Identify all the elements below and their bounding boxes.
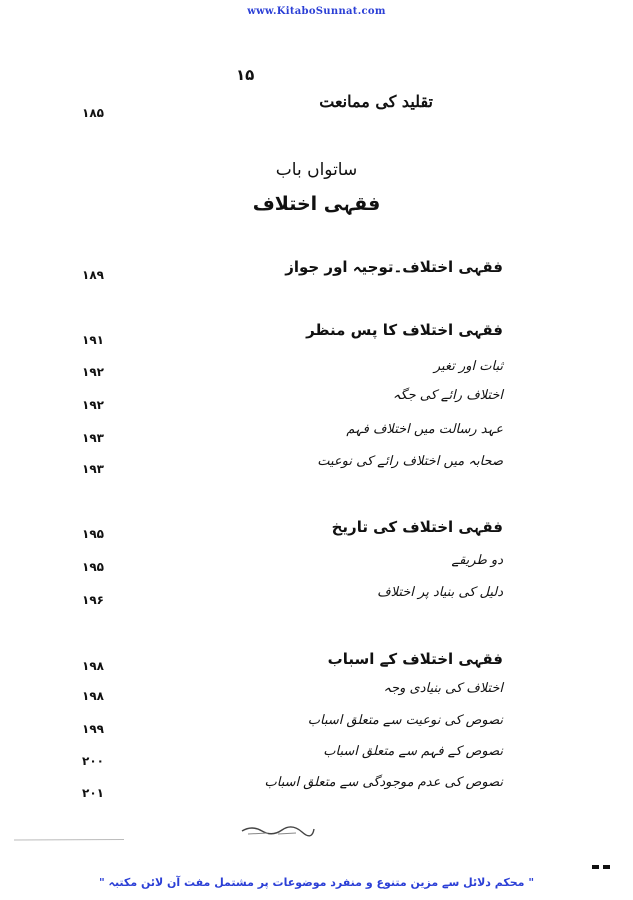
toc-entry-page: ۱۹۸ [82,659,104,673]
toc-entry-page: ۱۹۳ [82,462,104,476]
toc-entry-text: نصوص کی نوعیت سے متعلق اسباب [307,713,503,728]
toc-entry-text: دو طریقے [451,553,503,568]
toc-entry-page: ۱۸۹ [82,268,104,282]
toc-entry-text: فقہی اختلاف کے اسباب [327,650,503,668]
footer-tagline: " محکم دلائل سے مزین متنوع و منفرد موضوعات پر مشتمل مفت آن لائن مکتبہ " [98,876,535,889]
chapter-label: ساتواں باب [275,160,358,180]
toc-entry-page: ۱۹۵ [82,560,104,574]
scan-line [14,838,124,842]
site-url[interactable]: www.KitaboSunnat.com [247,6,386,17]
toc-entry-intro: تقلید کی ممانعت [319,92,433,111]
toc-entry-page: ۱۹۹ [82,722,104,736]
toc-entry-page: ۱۹۲ [82,398,104,412]
toc-entry-page: ۱۹۳ [82,431,104,445]
toc-entry-page: ۱۹۶ [82,593,104,607]
toc-entry-text: فقہی اختلاف کا پس منظر [306,321,503,339]
page-number: ۱۵ [236,66,255,84]
toc-entry-text: اختلاف رائے کی جگہ [392,388,503,403]
toc-entry-text: فقہی اختلاف کی تاریخ [331,518,503,536]
toc-entry-text: نصوص کی عدم موجودگی سے متعلق اسباب [264,775,503,790]
toc-entry-text: صحابہ میں اختلاف رائے کی نوعیت [317,454,503,469]
toc-entry-page: ۲۰۱ [82,786,104,800]
toc-entry-text: اختلاف کی بنیادی وجہ [383,681,503,696]
toc-entry-text: عہد رسالت میں اختلاف فہم [346,422,503,437]
corner-dots [590,862,614,872]
toc-entry-text: نصوص کے فہم سے متعلق اسباب [323,744,503,759]
toc-entry-text: دلیل کی بنیاد پر اختلاف [377,585,503,600]
toc-entry-text: ثبات اور تغیر [433,359,503,374]
toc-entry-text: فقہی اختلاف۔توجیہ اور جواز [285,258,503,276]
toc-entry-page: ۱۹۲ [82,365,104,379]
toc-entry-page: ۱۹۵ [82,527,104,541]
chapter-title: فقہی اختلاف [252,193,381,215]
toc-page-intro: ۱۸۵ [82,106,104,120]
toc-entry-page: ۲۰۰ [82,754,104,768]
toc-entry-page: ۱۹۸ [82,689,104,703]
toc-entry-page: ۱۹۱ [82,333,104,347]
ink-marks [238,822,318,838]
